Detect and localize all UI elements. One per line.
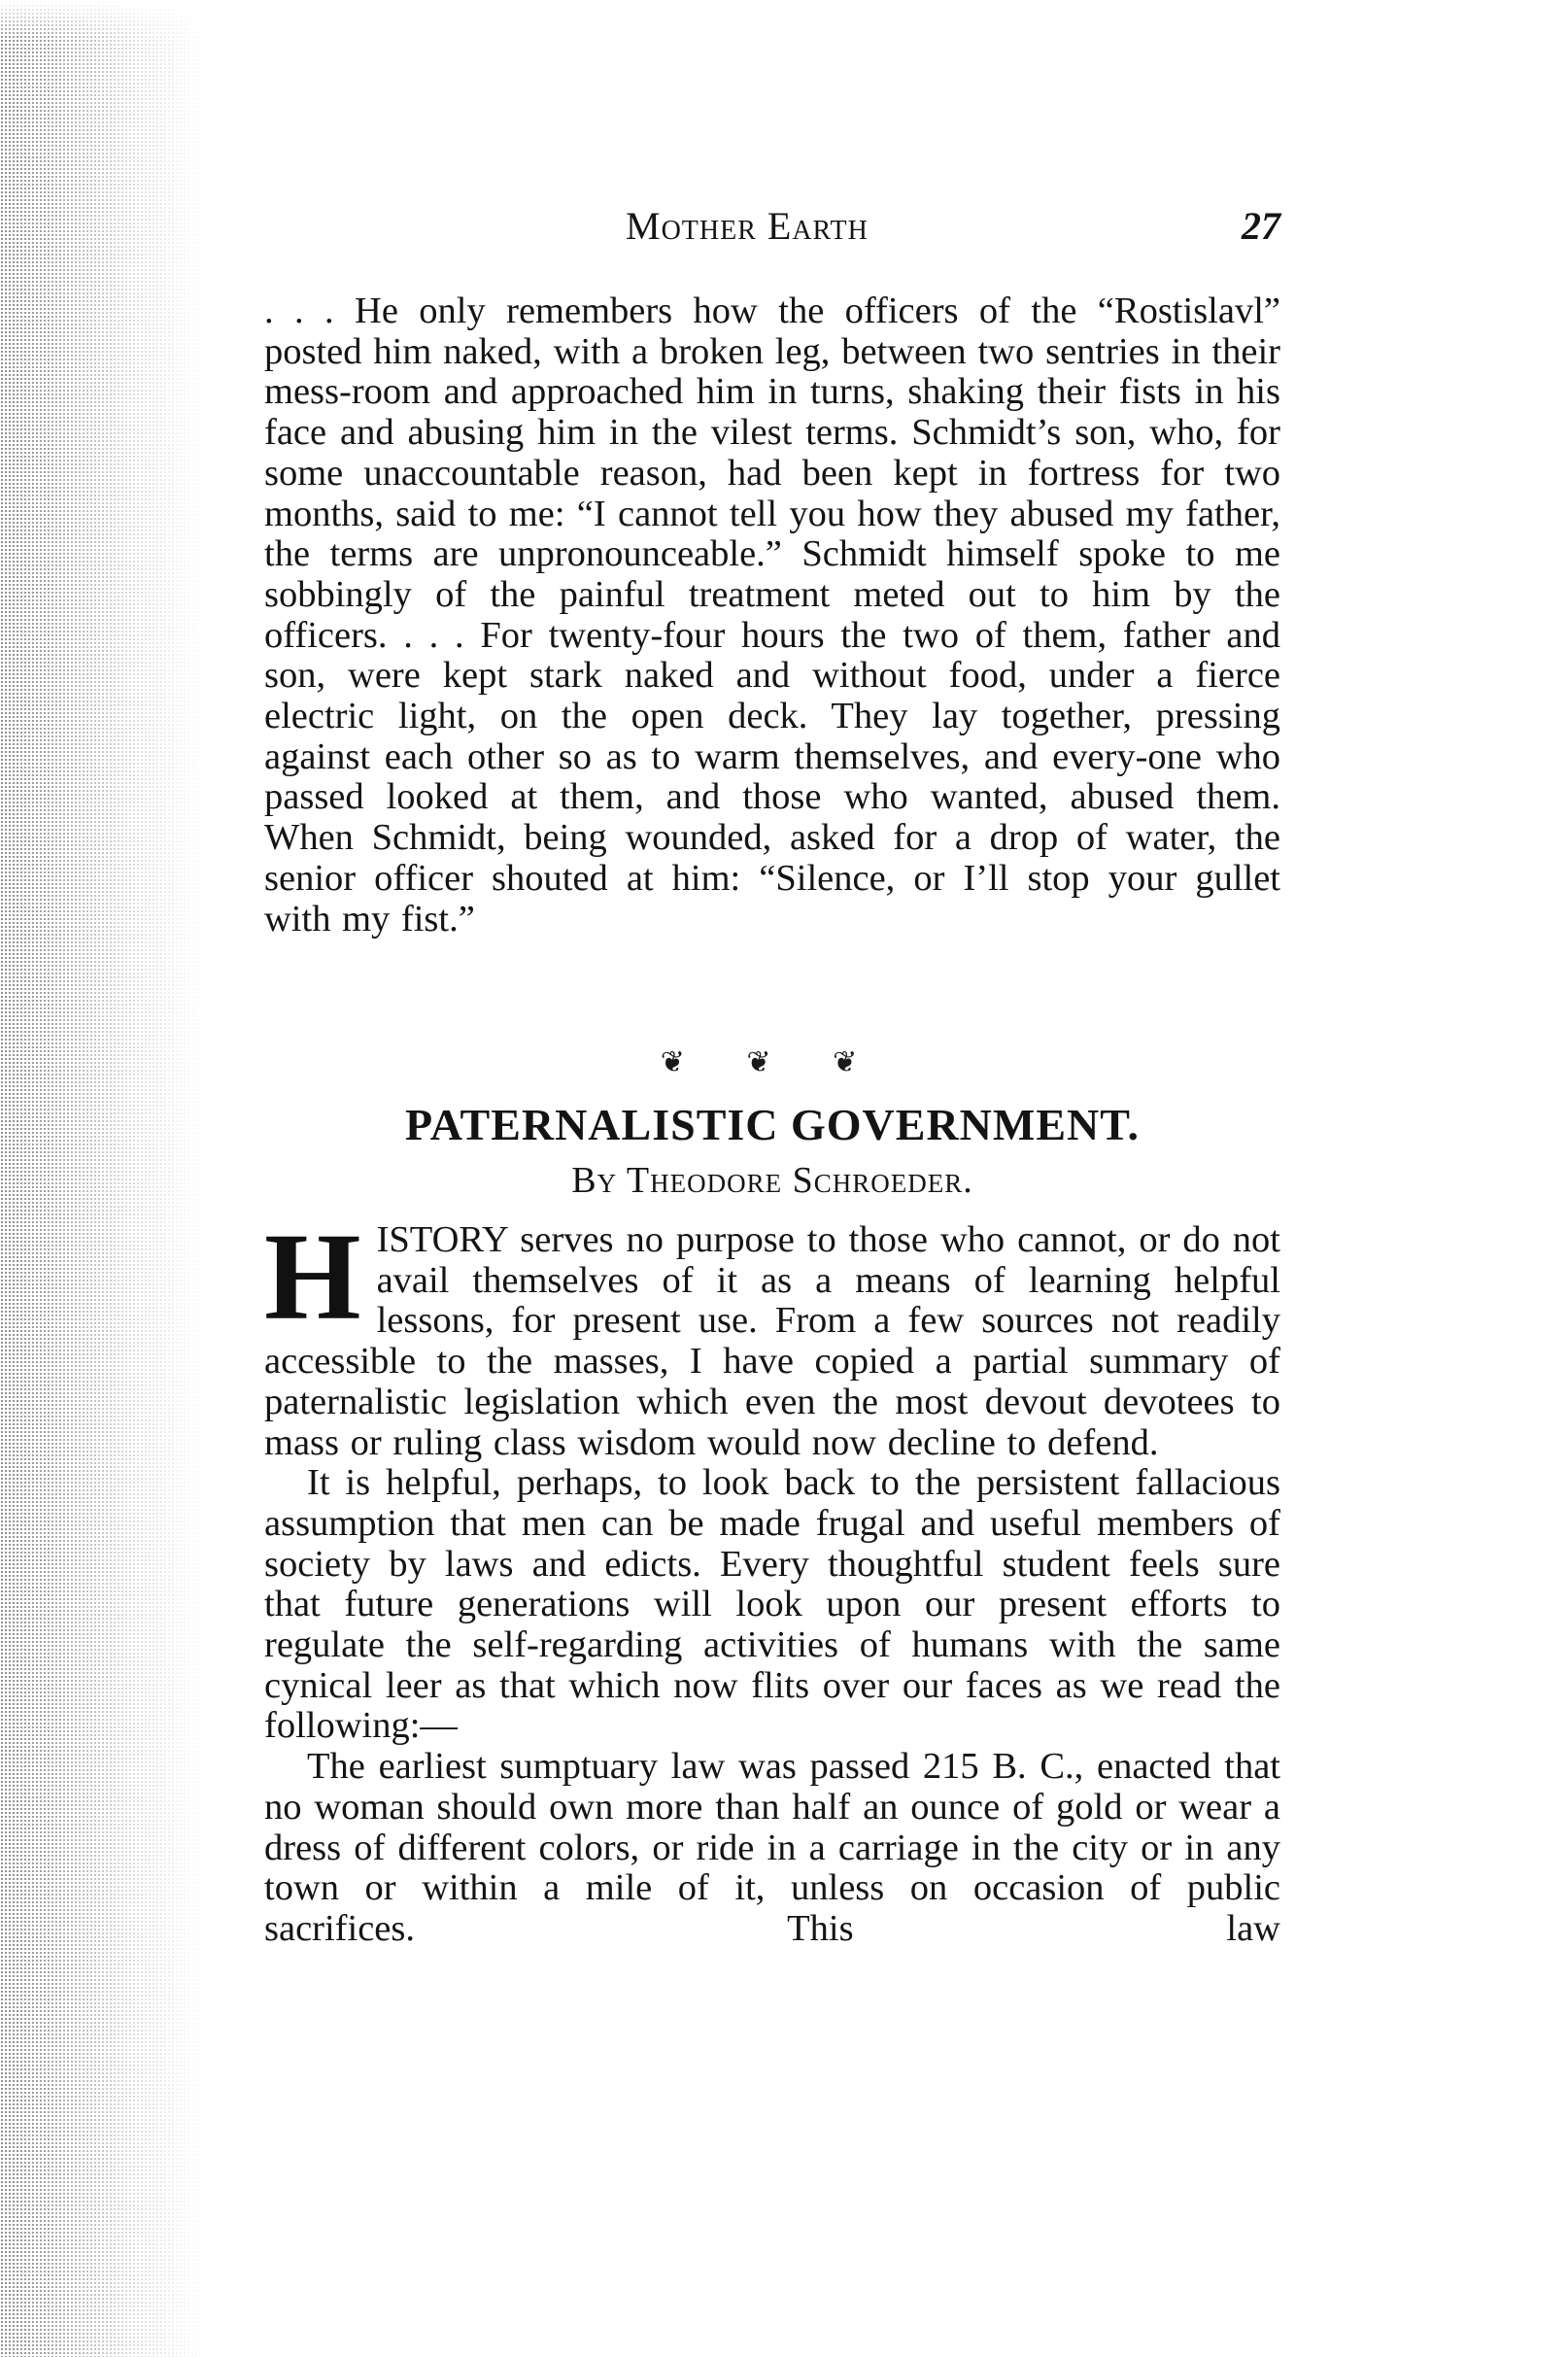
page-number: 27 [1242,204,1280,248]
floral-ornament-icon: ❦ [833,1046,885,1078]
scanned-page-edge-shadow [0,0,204,2357]
section-separator [264,1043,1280,1082]
running-head [264,202,1280,251]
floral-ornament-icon: ❦ [746,1046,799,1078]
journal-title: Mother Earth [626,204,869,248]
paragraph-text: ISTORY serves no purpose to those who cannot, or do not avail themselves of it as a means of learning helpful lessons, for present use. From a few sources not readily accessible to the masses, I have copied a partial summary of paternalistic legislation which even the most devout devotees to mass or ruling class wisdom would now decline to defend. [264,1219,1280,1463]
continued-text-block [264,291,1280,939]
article-body [264,1208,1280,1950]
article-byline: By Theodore Schroeder. [571,1160,973,1201]
article-paragraph-3: The earliest sumptuary law was passed 215 B. C., enacted that no woman should own more than half an ounce of gold or wear a dress of different colors, or ride in a carriage in the city or in any town or within a mile of it, unless on occasion of public sacrifices. This law [264,1746,1280,1949]
continued-paragraph: . . . He only remembers how the officers of the “Rostislavl” posted him naked, with a broken leg, between two sentries in their mess-room and approached him in turns, shaking their fists in his face and abusing him in the vilest terms. Schmidt’s son, who, for some unaccountable reason, had been kept in fortress for two months, said to me: “I cannot tell you how they abused my father, the terms are unpronounceable.” Schmidt himself spoke to me sobbingly of the painful treatment meted out to him by the officers. . . . For twenty-four hours the two of them, father and son, were kept stark naked and without food, under a fierce electric light, on the open deck. They lay together, pressing against each other so as to warm themselves, and every-one who passed looked at them, and those who wanted, abused them. When Schmidt, being wounded, asked for a drop of water, the senior officer shouted at him: “Silence, or I’ll stop your gullet with my fist.” [264,290,1280,939]
page-edge-fade [0,0,204,39]
floral-ornament-icon: ❦ [660,1046,712,1078]
article-title: PATERNALISTIC GOVERNMENT. [405,1100,1140,1149]
article-paragraph-2: It is helpful, perhaps, to look back to the persistent fallacious assumption that men can be made frugal and useful members of society by laws and edicts. Every thoughtful student feels sure that future generations will look upon our present efforts to regulate the self-regarding activities of humans with the same cynical leer as that which now flits over our faces as we read the following:— [264,1462,1280,1747]
drop-cap: H [264,1208,361,1346]
article-paragraph-1 [264,1208,1280,1463]
